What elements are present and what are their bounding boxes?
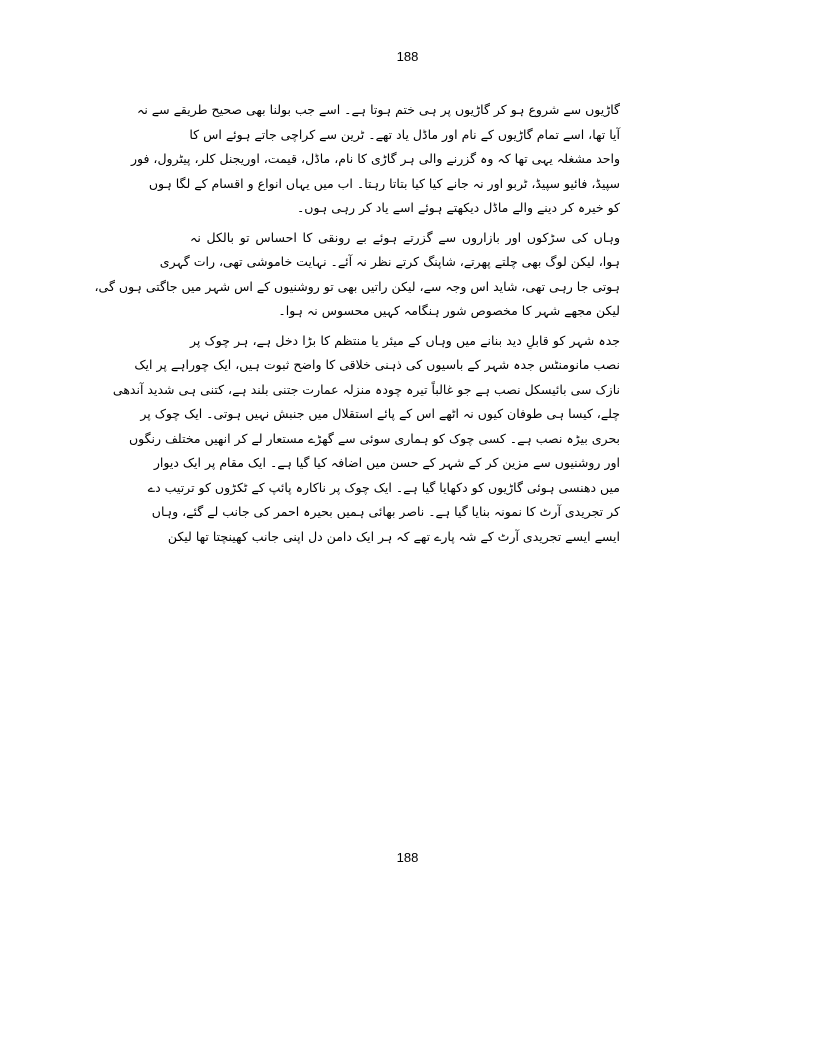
text-line: اور روشنیوں سے مزین کر کے شہر کے حسن میں اضافہ کیا گیا ہے۔ ایک مقام پر ایک دیوار [153, 455, 620, 470]
paragraph-3 [112, 329, 620, 550]
text-line: ہوا، لیکن لوگ بھی چلتے پھرتے، شاپنگ کرتے نظر نہ آئے۔ نہایت خاموشی تھی، رات گہری [159, 254, 620, 269]
text-line: واحد مشغلہ یہی تھا کہ وہ گزرنے والی ہر گاڑی کا نام، ماڈل، قیمت، اوریجنل کلر، پیٹرول، فور [130, 151, 620, 166]
paragraph-2 [94, 226, 620, 324]
text-line: چلے، کیسا ہی طوفان کیوں نہ اٹھے اس کے پائے استقلال میں جنبش نہیں ہوتی۔ ایک چوک پر [140, 406, 620, 421]
paragraph-1 [130, 98, 620, 221]
text-line: نازک سی بائیسکل نصب ہے جو غالباً تیرہ چودہ منزلہ عمارت جتنی بلند ہے، کتنی ہی شدید آندھی [112, 381, 620, 397]
page-number-top: 188 [396, 49, 419, 64]
text-line: لیکن مجھے شہر کا مخصوص شور ہنگامہ کہیں محسوس نہ ہوا۔ [278, 303, 620, 318]
text-line: کر تجریدی آرٹ کا نمونہ بنایا گیا ہے۔ ناصر بھائی ہمیں بحیرہ احمر کی جانب لے گئے، وہاں [151, 504, 620, 519]
text-line: نصب مانومنٹس جدہ شہر کے باسیوں کی ذہنی خلاقی کا واضح ثبوت ہیں، ایک چوراہے پر ایک [134, 357, 620, 372]
text-line: ہوتی جا رہی تھی، شاید اس وجہ سے، لیکن راتیں بھی تو روشنیوں کے اس شہر میں جاگتی ہوں گی، [94, 278, 620, 294]
text-line: سپیڈ، فائیو سپیڈ، ٹربو اور نہ جانے کیا کیا بتاتا رہتا۔ اب میں یہاں انواع و اقسام کے لگا ہوں [148, 175, 620, 191]
text-line: جدہ شہر کو قابلِ دید بنانے میں وہاں کے میئر یا منتظم کا بڑا دخل ہے، ہر چوک پر [190, 332, 620, 348]
text-line: گاڑیوں سے شروع ہو کر گاڑیوں پر ہی ختم ہوتا ہے۔ اسے جب بولنا بھی صحیح طریقے سے نہ [137, 102, 620, 117]
text-line: آیا تھا، اسے تمام گاڑیوں کے نام اور ماڈل یاد تھے۔ ٹرین سے کراچی جاتے ہوئے اس کا [189, 126, 620, 142]
text-line: وہاں کی سڑکوں اور بازاروں سے گزرتے ہوئے بے رونقی کا احساس تو بالکل نہ [190, 229, 620, 245]
text-line: میں دھنسی ہوئی گاڑیوں کو دکھایا گیا ہے۔ ایک چوک پر ناکارہ پائپ کے ٹکڑوں کو ترتیب دے [147, 479, 620, 495]
body-text [94, 98, 620, 554]
text-line: کو خیرہ کر دینے والے ماڈل دیکھتے ہوئے اسے یاد کر رہی ہوں۔ [296, 200, 620, 215]
text-line: ایسے ایسے تجریدی آرٹ کے شہ پارے تھے کہ ہر ایک دامن دل اپنی جانب کھینچتا تھا لیکن [167, 528, 620, 544]
text-line: بحری بیڑہ نصب ہے۔ کسی چوک کو ہماری سوئی سے گھڑے مستعار لے کر انھیں مختلف رنگوں [128, 430, 620, 446]
page-number-bottom: 188 [396, 850, 419, 865]
